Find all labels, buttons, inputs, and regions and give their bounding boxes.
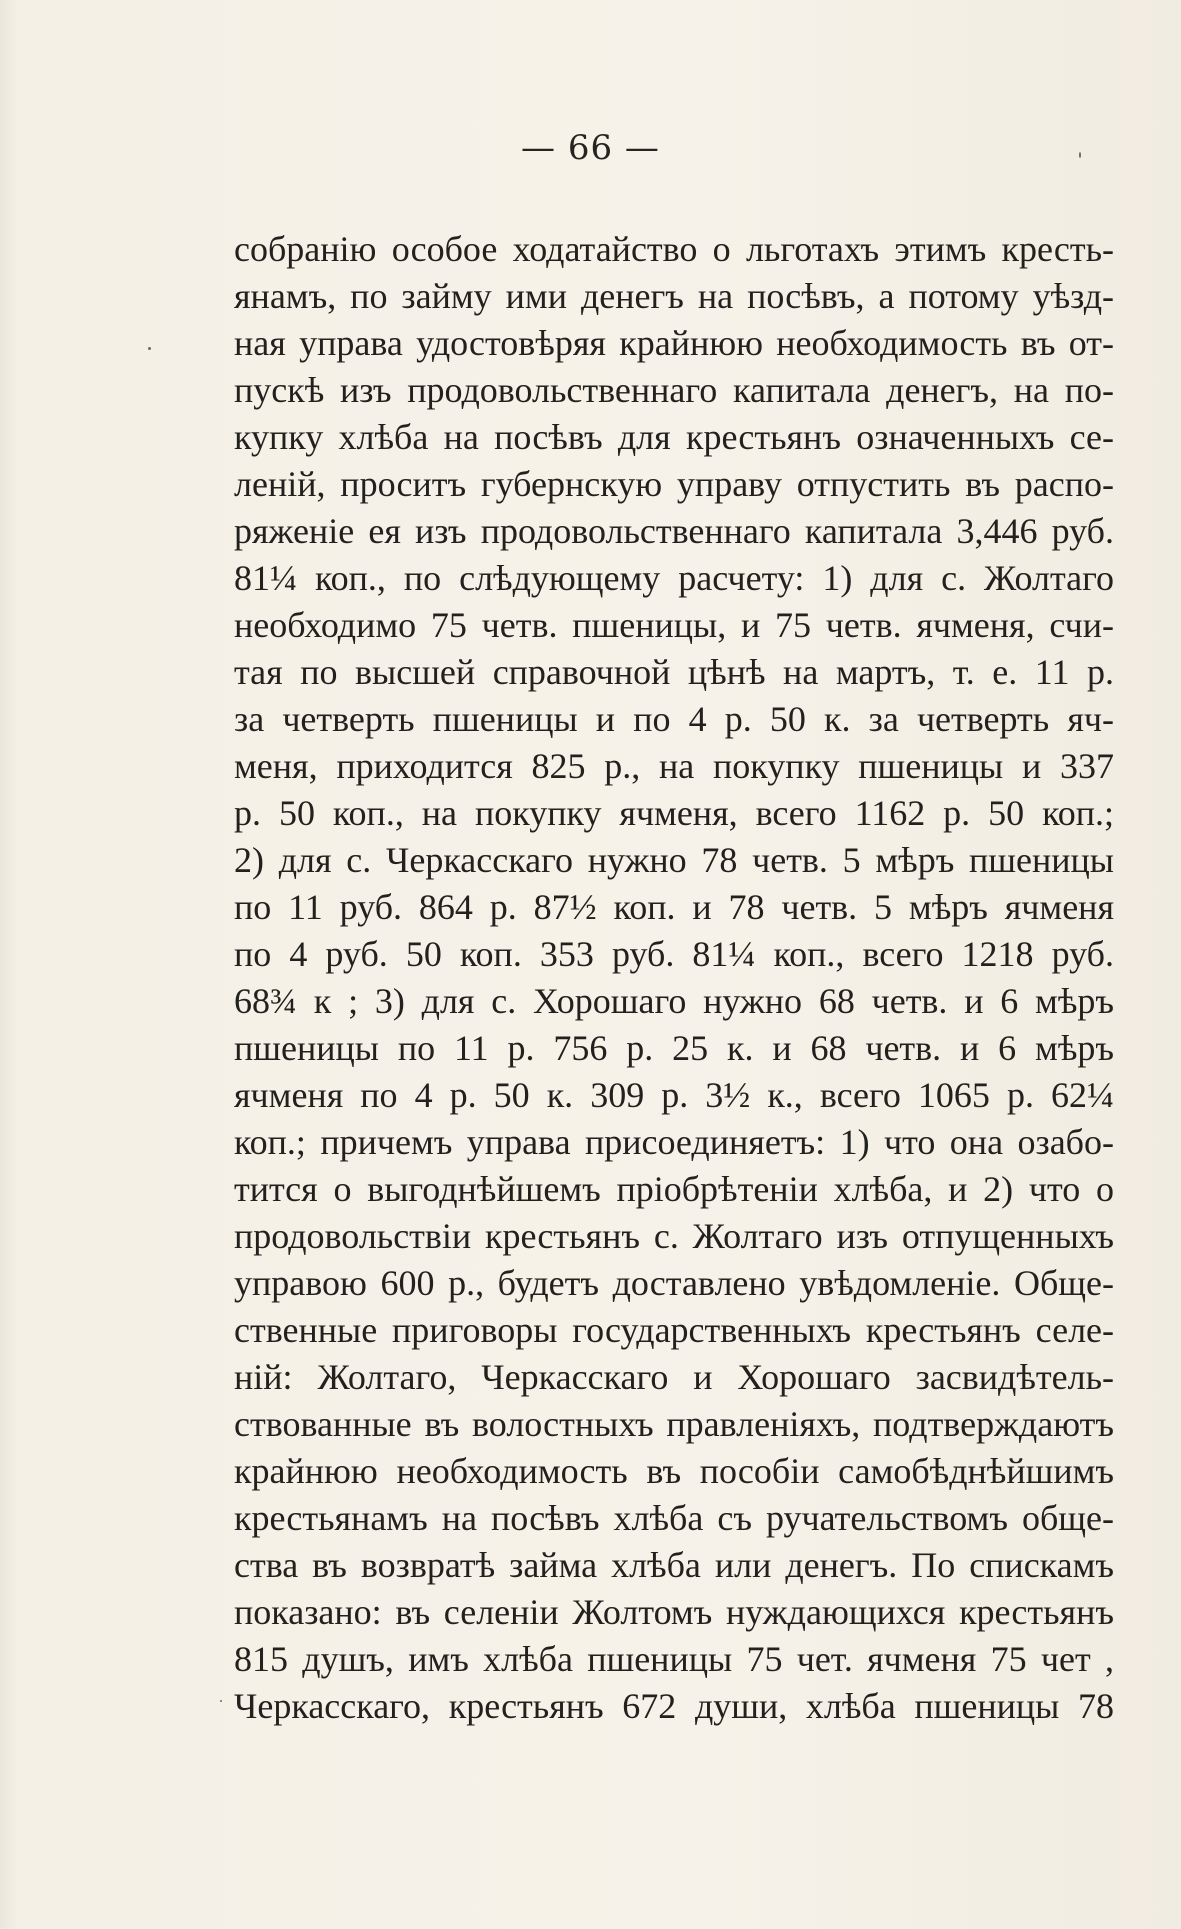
text-line: управою 600 р., будетъ доставлено увѣдомленіе. Обще- <box>234 1263 1114 1303</box>
text-line: ственные приговоры государственныхъ крестьянъ селе- <box>234 1310 1114 1350</box>
text-line: 815 душъ, имъ хлѣба пшеницы 75 чет. ячменя 75 чет , <box>234 1639 1114 1679</box>
text-line: пускѣ изъ продовольственнаго капитала денегъ, на по- <box>234 370 1114 410</box>
text-line: ствованные въ волостныхъ правленіяхъ, подтверждаютъ <box>234 1404 1114 1444</box>
text-line: Черкасскаго, крестьянъ 672 души, хлѣба пшеницы 78 <box>234 1686 1114 1726</box>
text-line: тится о выгоднѣйшемъ пріобрѣтеніи хлѣба, и 2) что о <box>234 1169 1114 1209</box>
text-line: пшеницы по 11 р. 756 р. 25 к. и 68 четв. и 6 мѣръ <box>234 1028 1114 1068</box>
paper-speck <box>148 347 151 350</box>
paper-speck <box>1079 152 1081 158</box>
text-line: ная управа удостовѣряя крайнюю необходимость въ от- <box>234 323 1114 363</box>
text-line: показано: въ селеніи Жолтомъ нуждающихся крестьянъ <box>234 1592 1114 1632</box>
text-line: коп.; причемъ управа присоединяетъ: 1) что она озабо- <box>234 1122 1114 1162</box>
text-line: ства въ возвратѣ займа хлѣба или денегъ. По спискамъ <box>234 1545 1114 1585</box>
text-line: тая по высшей справочной цѣнѣ на мартъ, т. е. 11 р. <box>234 652 1114 692</box>
text-line: леній, проситъ губернскую управу отпустить въ распо- <box>234 464 1114 504</box>
text-line: ячменя по 4 р. 50 к. 309 р. 3½ к., всего 1065 р. 62¼ <box>234 1075 1114 1115</box>
text-line: крестьянамъ на посѣвъ хлѣба съ ручательствомъ обще- <box>234 1498 1114 1538</box>
text-line: р. 50 коп., на покупку ячменя, всего 1162 р. 50 коп.; <box>234 793 1114 833</box>
text-line: 2) для с. Черкасскаго нужно 78 четв. 5 мѣръ пшеницы <box>234 840 1114 880</box>
text-line: меня, приходится 825 р., на покупку пшеницы и 337 <box>234 746 1114 786</box>
page-number: — 66 — <box>521 128 660 168</box>
body-text <box>234 226 1114 1730</box>
text-line: продовольствіи крестьянъ с. Жолтаго изъ отпущенныхъ <box>234 1216 1114 1256</box>
text-line: янамъ, по займу ими денегъ на посѣвъ, а потому уѣзд- <box>234 276 1114 316</box>
paper-speck <box>220 1700 222 1702</box>
text-line: купку хлѣба на посѣвъ для крестьянъ означенныхъ се- <box>234 417 1114 457</box>
text-line: необходимо 75 четв. пшеницы, и 75 четв. ячменя, счи- <box>234 605 1114 645</box>
text-line: ній: Жолтаго, Черкасскаго и Хорошаго засвидѣтель- <box>234 1357 1114 1397</box>
text-line: за четверть пшеницы и по 4 р. 50 к. за четверть яч- <box>234 699 1114 739</box>
text-line: 81¼ коп., по слѣдующему расчету: 1) для с. Жолтаго <box>234 558 1114 598</box>
text-line: ряженіе ея изъ продовольственнаго капитала 3,446 руб. <box>234 511 1114 551</box>
text-line: собранію особое ходатайство о льготахъ этимъ кресть- <box>234 229 1114 269</box>
text-line: по 4 руб. 50 коп. 353 руб. 81¼ коп., всего 1218 руб. <box>234 934 1114 974</box>
text-line: 68¾ к ; 3) для с. Хорошаго нужно 68 четв. и 6 мѣръ <box>234 981 1114 1021</box>
text-line: крайнюю необходимость въ пособіи самобѣднѣйшимъ <box>234 1451 1114 1491</box>
text-line: по 11 руб. 864 р. 87½ коп. и 78 четв. 5 мѣръ ячменя <box>234 887 1114 927</box>
